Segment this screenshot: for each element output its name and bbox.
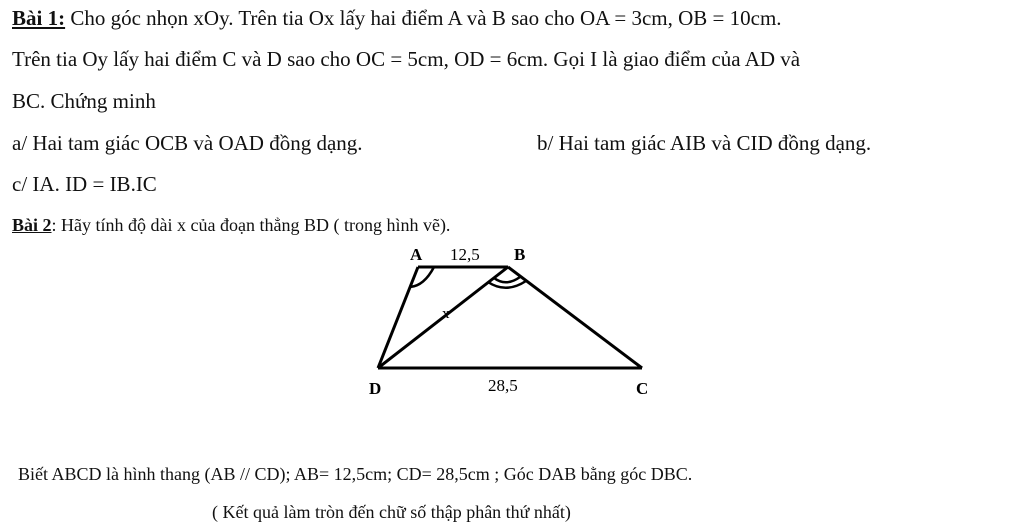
bai1-heading: Bài 1:: [12, 6, 66, 30]
bai1-line1-text: Cho góc nhọn xOy. Trên tia Ox lấy hai điểm A và B sao cho OA = 3cm, OB = 10cm.: [65, 6, 782, 30]
label-x: x: [442, 306, 450, 322]
label-a: A: [410, 245, 423, 264]
bai1-line-3: BC. Chứng minh: [12, 89, 156, 113]
bai2-heading: Bài 2: [12, 215, 52, 235]
segment-bc: [508, 267, 642, 368]
bai2-note: ( Kết quả làm tròn đến chữ số thập phân thứ nhất): [212, 502, 571, 522]
label-d: D: [369, 379, 382, 398]
bai1-part-b: b/ Hai tam giác AIB và CID đồng dạng.: [537, 131, 872, 155]
bai2-text: : Hãy tính độ dài x của đoạn thẳng BD ( trong hình vẽ).: [51, 215, 451, 235]
bai1-line-2: Trên tia Oy lấy hai điểm C và D sao cho OC = 5cm, OD = 6cm. Gọi I là giao điểm của AD và: [12, 47, 801, 71]
label-dc-length: 28,5: [488, 376, 518, 395]
bai2-line: [12, 216, 450, 234]
label-b: B: [514, 245, 526, 264]
label-c: C: [636, 379, 649, 398]
label-ab-length: 12,5: [450, 245, 480, 264]
angle-mark-b-inner: [494, 277, 520, 282]
bai1-part-a: a/ Hai tam giác OCB và OAD đồng dạng.: [12, 131, 363, 155]
trapezoid-figure: [360, 240, 680, 410]
bai2-given: Biết ABCD là hình thang (AB // CD); AB= 12,5cm; CD= 28,5cm ; Góc DAB bằng góc DBC.: [18, 464, 693, 484]
bai1-part-c: c/ IA. ID = IB.IC: [12, 172, 157, 196]
bai1-line-1: [12, 8, 782, 29]
